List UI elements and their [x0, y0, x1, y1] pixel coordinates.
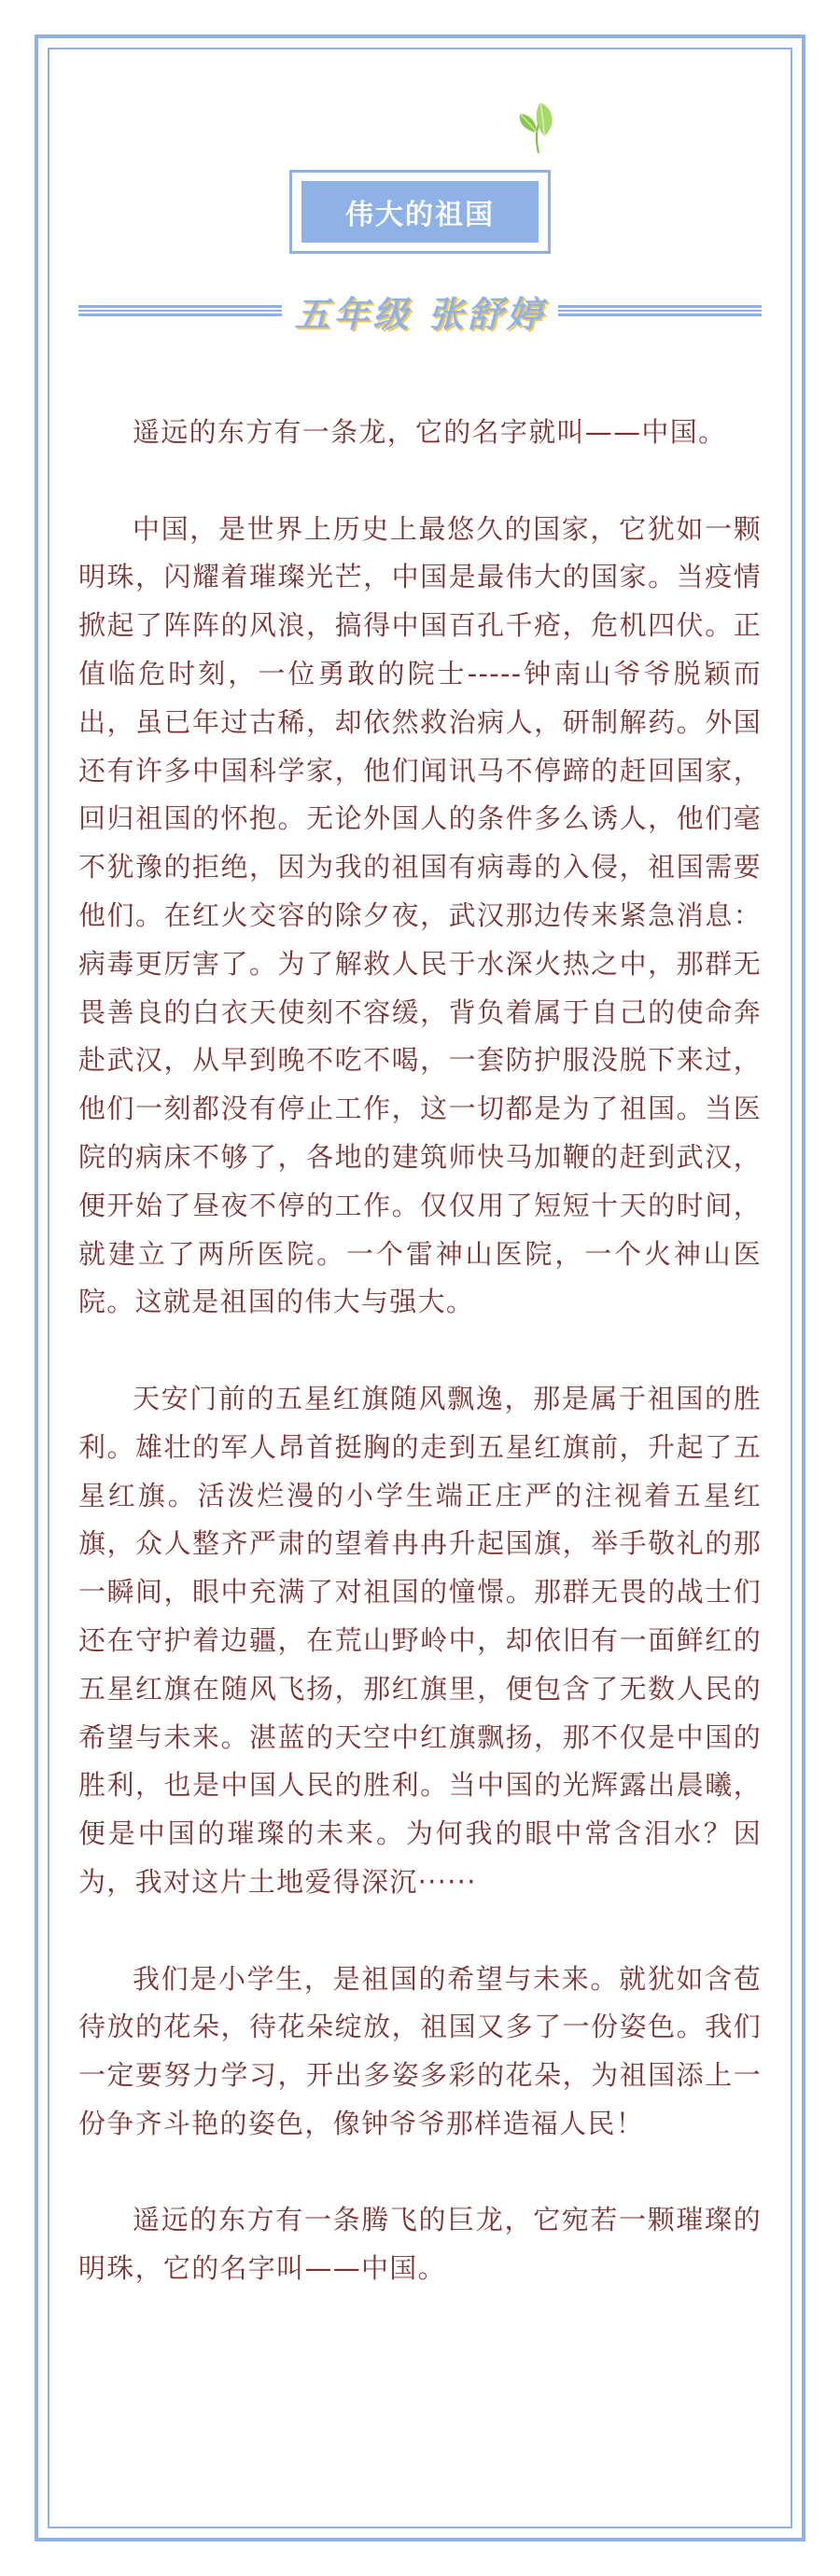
paragraph-5: 遥远的东方有一条腾飞的巨龙，它宛若一颗璀璨的明珠，它的名字叫——中国。 [78, 2204, 762, 2285]
essay-body [78, 409, 762, 2293]
paragraph-2: 中国，是世界上历史上最悠久的国家，它犹如一颗明珠，闪耀着璀璨光芒，中国是最伟大的国家。当疫情掀起了阵阵的风浪，搞得中国百孔千疮，危机四伏。正值临危时刻，一位勇敢的院士-----钟南山爷爷脱颖而出，虽已年过古稀，却依然救治病人，研制解药。外国还有许多中国科学家，他们闻讯马不停蹄的赶回国家，回归祖国的怀抱。无论外国人的条件多么诱人，他们毫不犹豫的拒绝，因为我的祖国有病毒的入侵，祖国需要他们。在红火交容的除夕夜，武汉那边传来紧急消息：病毒更厉害了。为了解救人民于水深火热之中，那群无畏善良的白衣天使刻不容缓，背负着属于自己的使命奔赴武汉，从早到晚不吃不喝，一套防护服没脱下来过，他们一刻都没有停止工作，这一切都是为了祖国。当医院的病床不够了，各地的建筑师快马加鞭的赶到武汉，便开始了昼夜不停的工作。仅仅用了短短十天的时间，就建立了两所医院。一个雷神山医院，一个火神山医院。这就是祖国的伟大与强大。 [78, 512, 762, 1318]
title-box [289, 170, 551, 254]
page-title: 伟大的祖国 [345, 199, 495, 231]
paragraph-4: 我们是小学生，是祖国的希望与未来。就犹如含苞待放的花朵，待花朵绽放，祖国又多了一份姿色。我们一定要努力学习，开出多姿多彩的花朵，为祖国添上一份争齐斗艳的姿色，像钟爷爷那样造福人民！ [78, 1962, 762, 2139]
divider-left [78, 305, 282, 316]
author-line: 五年级 张舒婷 [294, 293, 546, 335]
divider-right [558, 305, 762, 316]
paragraph-1: 遥远的东方有一条龙，它的名字就叫——中国。 [133, 416, 727, 448]
title-banner [301, 181, 539, 243]
paragraph-3: 天安门前的五星红旗随风飘逸，那是属于祖国的胜利。雄壮的军人昂首挺胸的走到五星红旗前，升起了五星红旗。活泼烂漫的小学生端正庄严的注视着五星红旗，众人整齐严肃的望着冉冉升起国旗，举手敬礼的那一瞬间，眼中充满了对祖国的憧憬。那群无畏的战士们还在守护着边疆，在荒山野岭中，却依旧有一面鲜红的五星红旗在随风飞扬，那红旗里，便包含了无数人民的希望与未来。湛蓝的天空中红旗飘扬，那不仅是中国的胜利，也是中国人民的胜利。当中国的光辉露出晨曦，便是中国的璀璨的未来。为何我的眼中常含泪水？因为，我对这片土地爱得深沉······ [78, 1382, 762, 1898]
leaf-icon [516, 99, 561, 155]
